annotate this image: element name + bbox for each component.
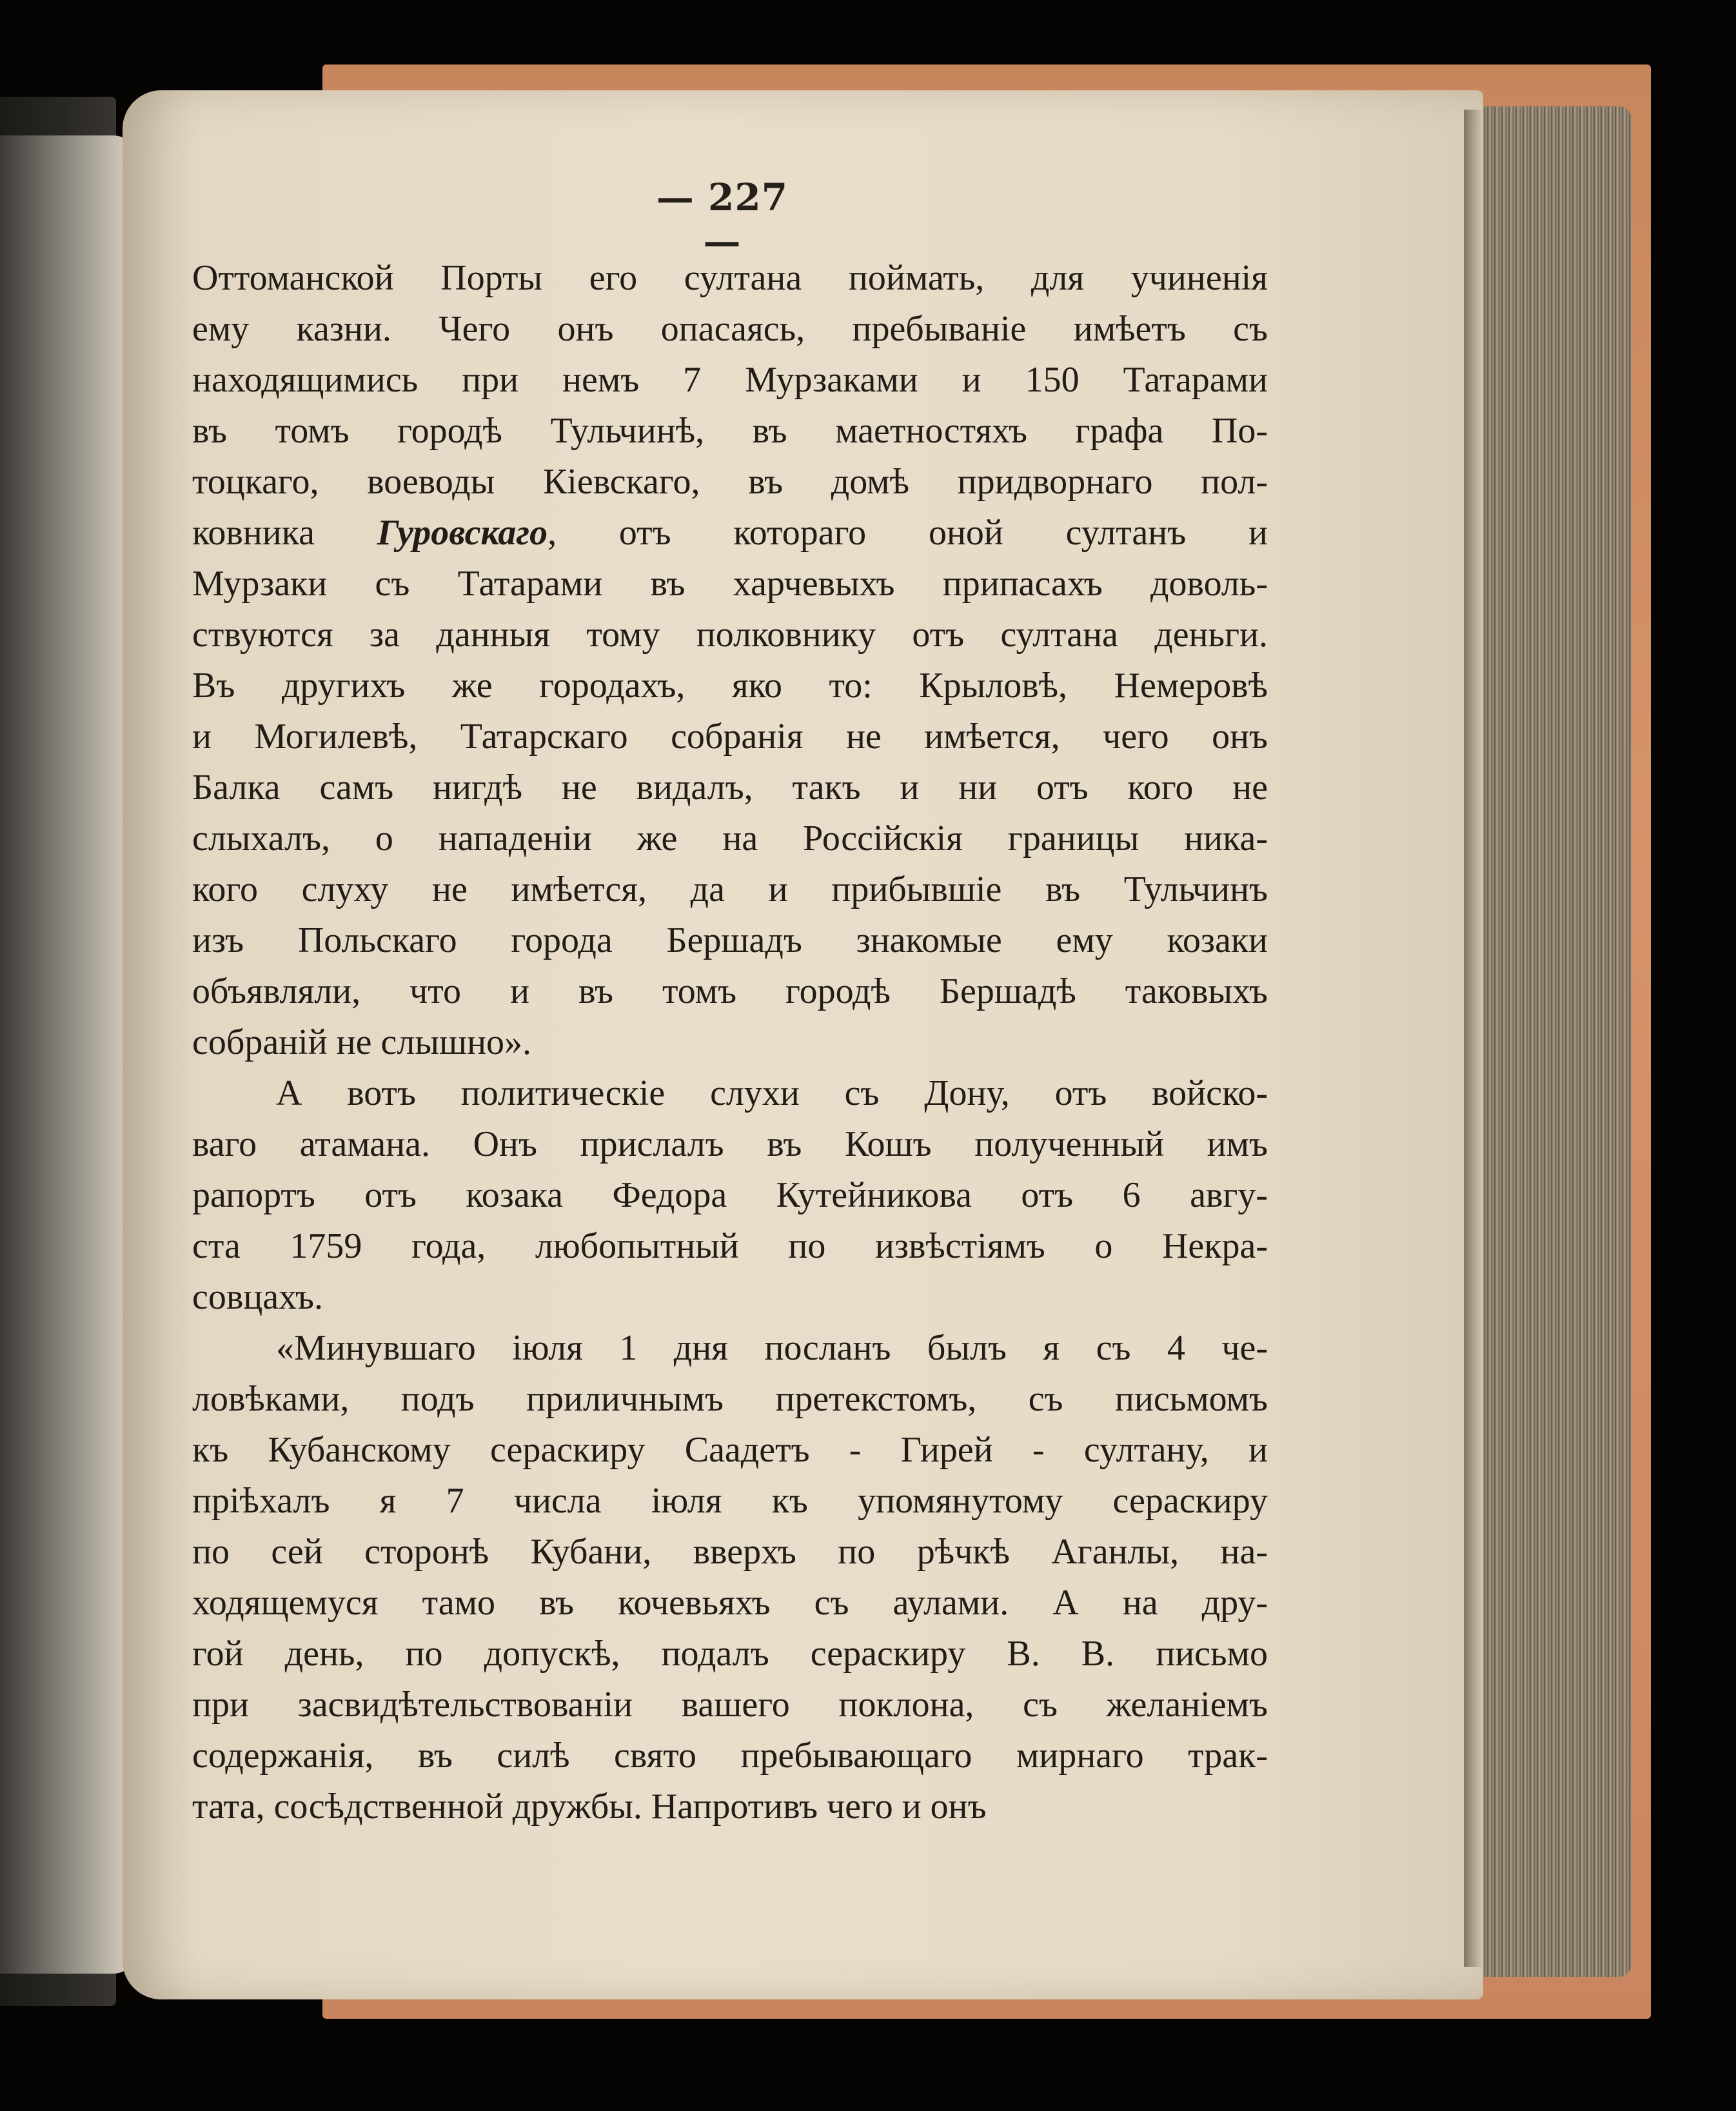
text-line: А вотъ политическіе слухи съ Дону, отъ войско-: [276, 1073, 1268, 1113]
text-line: тоцкаго, воеводы Кіевскаго, въ домѣ придворнаго пол-: [192, 462, 1268, 502]
text-line: кого слуху не имѣется, да и прибывшіе въ Тульчинъ: [192, 869, 1268, 909]
text-line: тата, сосѣдственной дружбы. Напротивъ чего и онъ: [192, 1787, 987, 1827]
italic-name: Гуровскаго: [377, 513, 548, 553]
text-line: Мурзаки съ Татарами въ харчевыхъ припасахъ доволь-: [192, 564, 1268, 604]
text-line: Оттоманской Порты его султана поймать, для учиненія: [192, 258, 1268, 298]
text-line: къ Кубанскому сераскиру Саадетъ - Гирей - султану, и: [192, 1430, 1268, 1470]
text-line: «Минувшаго іюля 1 дня посланъ былъ я съ 4 че-: [276, 1328, 1268, 1368]
text-line: Въ другихъ же городахъ, яко то: Крыловѣ, Немеровѣ: [192, 666, 1268, 706]
text-line: въ томъ городѣ Тульчинѣ, въ маетностяхъ графа По-: [192, 411, 1268, 451]
text-line: ста 1759 года, любопытный по извѣстіямъ о Некра-: [192, 1226, 1268, 1266]
page-fore-edge: [1470, 106, 1632, 1977]
text-line: собраній не слышно».: [192, 1022, 532, 1062]
text-line: слыхалъ, о нападеніи же на Россійскія границы ника-: [192, 818, 1268, 858]
page-edge-shadow: [1464, 110, 1483, 1967]
text-line: ствуются за данныя тому полковнику отъ султана деньги.: [192, 615, 1268, 655]
page-number: — 227 —: [656, 175, 789, 263]
text-segment: ковника: [192, 513, 377, 553]
previous-page-edge: [0, 135, 139, 1974]
page-text: [192, 253, 1268, 1832]
text-line: ваго атамана. Онъ прислалъ въ Кошъ полученный имъ: [192, 1124, 1268, 1164]
text-line: и Могилевѣ, Татарскаго собранія не имѣется, чего онъ: [192, 717, 1268, 757]
text-line: совцахъ.: [192, 1277, 323, 1317]
text-line: изъ Польскаго города Бершадъ знакомые ему козаки: [192, 920, 1268, 960]
text-line: находящимись при немъ 7 Мурзаками и 150 Татарами: [192, 360, 1268, 400]
text-line: гой день, по допускѣ, подалъ сераскиру В. В. письмо: [192, 1634, 1268, 1674]
text-line: по сей сторонѣ Кубани, вверхъ по рѣчкѣ Аганлы, на-: [192, 1532, 1268, 1572]
text-line: содержанія, въ силѣ свято пребывающаго мирнаго трак-: [192, 1736, 1268, 1776]
text-line: рапортъ отъ козака Федора Кутейникова отъ 6 авгу-: [192, 1175, 1268, 1215]
text-segment: , отъ котораго оной султанъ и: [547, 513, 1268, 553]
text-line: ему казни. Чего онъ опасаясь, пребываніе имѣетъ съ: [192, 309, 1268, 349]
text-line: при засвидѣтельствованіи вашего поклона, съ желаніемъ: [192, 1685, 1268, 1725]
text-line-with-italic: [192, 508, 1268, 559]
text-line: ловѣками, подъ приличнымъ претекстомъ, съ письмомъ: [192, 1379, 1268, 1419]
text-line: объявляли, что и въ томъ городѣ Бершадѣ таковыхъ: [192, 971, 1268, 1011]
text-line: Балка самъ нигдѣ не видалъ, такъ и ни отъ кого не: [192, 768, 1268, 808]
text-line: ходящемуся тамо въ кочевьяхъ съ аулами. А на дру-: [192, 1583, 1268, 1623]
text-line: пріѣхалъ я 7 числа іюля къ упомянутому сераскиру: [192, 1481, 1268, 1521]
